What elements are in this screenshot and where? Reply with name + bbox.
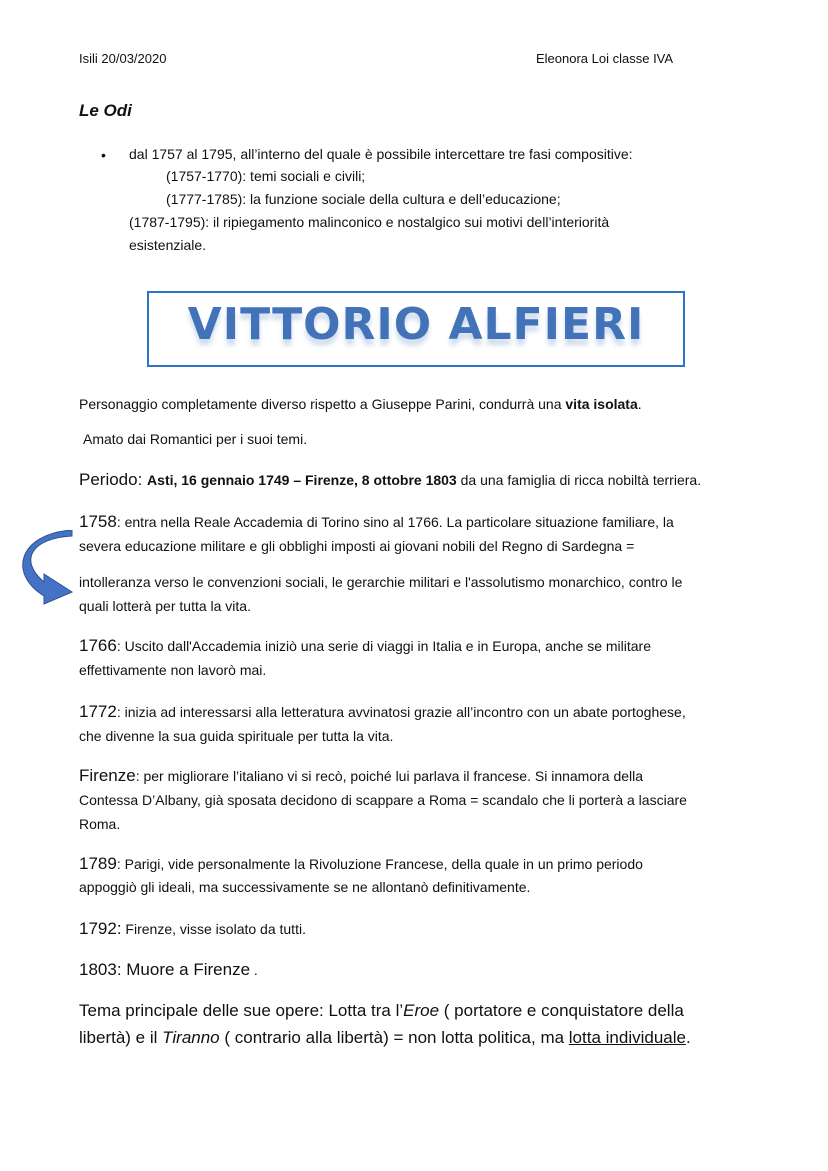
- y1758-line-3: intolleranza verso le convenzioni sociali, le gerarchie militari e l'assolutismo monarchico, contro le: [79, 574, 683, 590]
- tema-underlined: lotta individuale: [568, 1028, 686, 1047]
- intro-line-2: Amato dai Romantici per i suoi temi.: [83, 431, 308, 447]
- y1789-year: 1789: [79, 854, 117, 873]
- y1803-text: 1803: Muore a Firenze: [79, 960, 251, 979]
- y1758-line-2: severa educazione militare e gli obblighi imposti ai giovani nobili del Regno di Sardegna =: [79, 538, 635, 554]
- y1789-text-1: : Parigi, vide personalmente la Rivoluzione Francese, della quale in un primo periodo: [116, 856, 643, 872]
- y1766-text-1: : Uscito dall'Accademia iniziò una serie di viaggi in Italia e in Europa, anche se militare: [116, 638, 651, 654]
- y1803-end: .: [250, 962, 258, 978]
- periodo-line: [79, 468, 701, 492]
- y1789-line-2: appoggiò gli ideali, ma successivamente se ne allontanò definitivamente.: [79, 879, 531, 895]
- firenze-label: Firenze: [79, 766, 136, 785]
- section-title: Le Odi: [79, 101, 132, 120]
- tema-end: .: [685, 1028, 691, 1047]
- tema-text-1: Tema principale delle sue opere: Lotta tra l’: [79, 1001, 404, 1020]
- y1792-year: 1792:: [79, 919, 122, 938]
- y1772-line-2: che divenne la sua guida spirituale per tutta la vita.: [79, 728, 394, 744]
- y1766-year: 1766: [79, 636, 117, 655]
- y1792-text: Firenze, visse isolato da tutti.: [121, 921, 306, 937]
- odi-phase-3-line-2: esistenziale.: [129, 237, 207, 253]
- odi-phase-3-line-1: (1787-1795): il ripiegamento malinconico e nostalgico sui motivi dell’interiorità: [129, 214, 610, 230]
- firenze-line-2: Contessa D’Albany, già sposata decidono di scappare a Roma = scandalo che li porterà a lasciare: [79, 792, 687, 808]
- y1758-year: 1758: [79, 512, 117, 531]
- periodo-dates: Asti, 16 gennaio 1749 – Firenze, 8 ottobre 1803: [147, 472, 457, 488]
- header-left: Isili 20/03/2020: [79, 51, 167, 66]
- y1772-year: 1772: [79, 702, 117, 721]
- firenze-text-1: : per migliorare l’italiano vi si recò, poiché lui parlava il francese. Si innamora della: [135, 768, 644, 784]
- y1803-line: [79, 958, 258, 982]
- tema-line-2: [79, 1024, 691, 1051]
- tema-tiranno: Tiranno: [162, 1028, 220, 1047]
- periodo-rest: da una famiglia di ricca nobiltà terriera.: [456, 472, 702, 488]
- header-right: Eleonora Loi classe IVA: [536, 51, 674, 66]
- tema-eroe: Eroe: [403, 1001, 440, 1020]
- tema-text-3: libertà) e il: [79, 1028, 163, 1047]
- intro-period: .: [637, 396, 642, 412]
- odi-bullet-text: dal 1757 al 1795, all’interno del quale è possibile intercettare tre fasi compositive:: [129, 146, 633, 162]
- y1758-line-1: [79, 510, 674, 534]
- tema-text-2: ( portatore e conquistatore della: [439, 1001, 684, 1020]
- intro-line-1: [79, 393, 642, 416]
- curved-arrow-icon: [14, 530, 80, 606]
- odi-phase-1: (1757-1770): temi sociali e civili;: [166, 168, 366, 184]
- bullet-icon: •: [101, 147, 106, 163]
- y1758-text-1: : entra nella Reale Accademia di Torino sino al 1766. La particolare situazione familiare, la: [116, 514, 674, 530]
- y1772-line-1: [79, 700, 686, 724]
- intro-bold: vita isolata: [565, 396, 638, 412]
- y1766-line-1: [79, 634, 651, 658]
- y1772-text-1: : inizia ad interessarsi alla letteratura avvinatosi grazie all’incontro con un abate portoghese,: [116, 704, 686, 720]
- tema-text-4: ( contrario alla libertà) = non lotta politica, ma: [219, 1028, 569, 1047]
- y1758-line-4: quali lotterà per tutta la vita.: [79, 598, 251, 614]
- odi-phase-2: (1777-1785): la funzione sociale della cultura e dell’educazione;: [166, 191, 561, 207]
- banner-title: VITTORIO ALFIERI: [187, 299, 645, 350]
- firenze-line-3: Roma.: [79, 816, 121, 832]
- y1766-line-2: effettivamente non lavorò mai.: [79, 662, 267, 678]
- intro-text: Personaggio completamente diverso rispetto a Giuseppe Parini, condurrà una: [79, 396, 566, 412]
- firenze-line-1: [79, 764, 643, 788]
- title-banner: [147, 291, 685, 367]
- y1789-line-1: [79, 852, 643, 876]
- tema-line-1: [79, 997, 684, 1024]
- periodo-label: Periodo:: [79, 470, 148, 489]
- y1792-line: [79, 917, 306, 941]
